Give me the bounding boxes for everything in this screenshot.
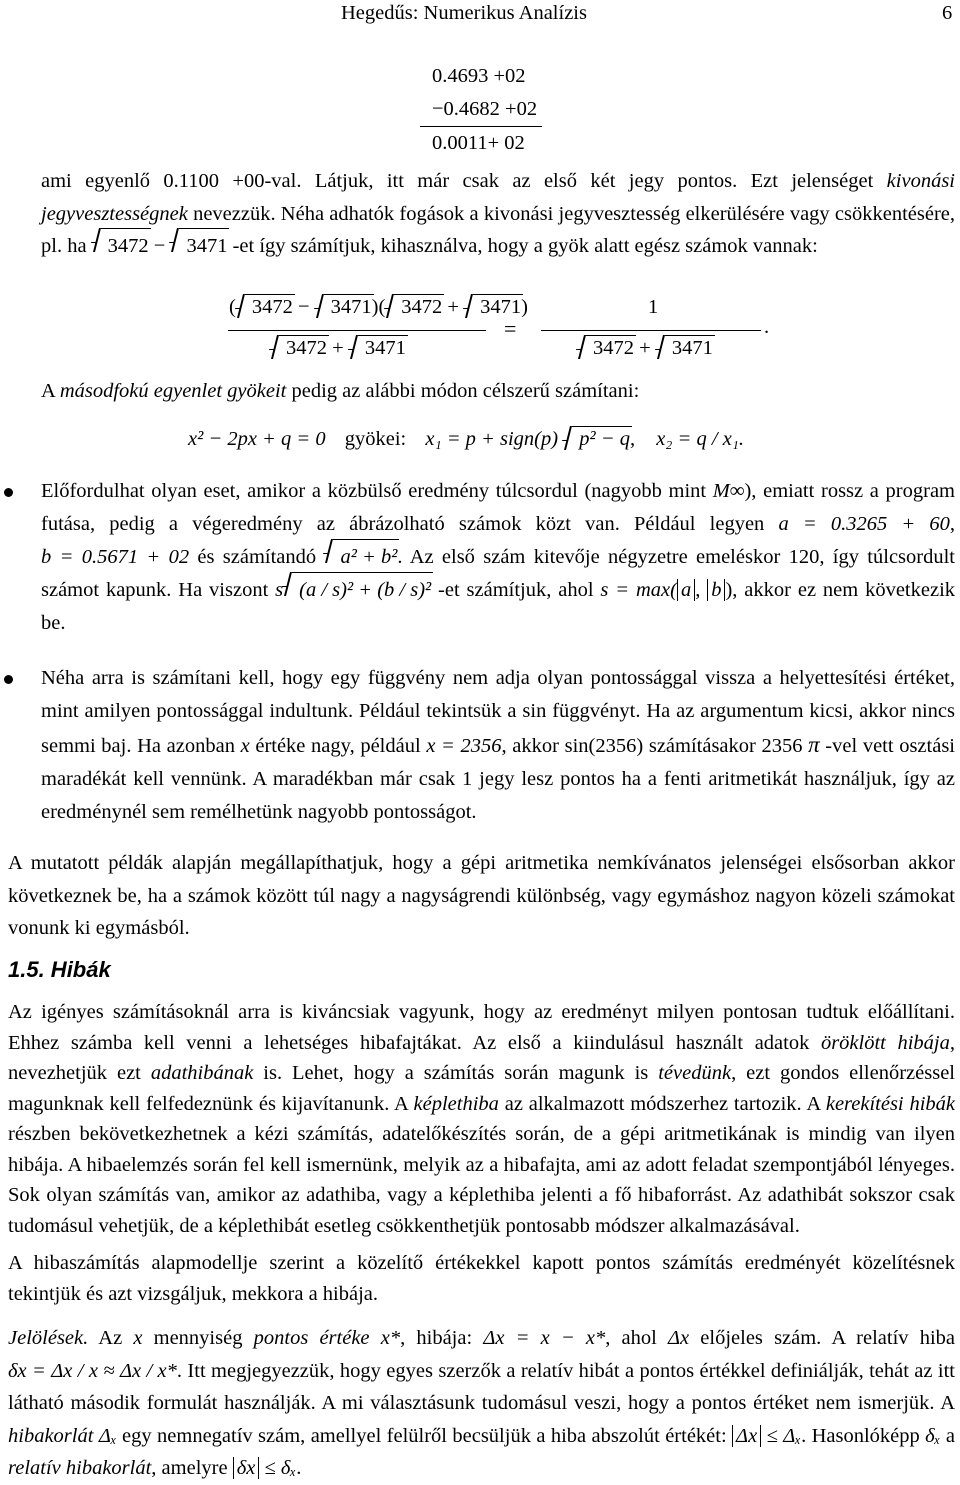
para4-em-formula-error: képlethiba [413, 1092, 499, 1115]
para4-text-c: is. Lehet, hogy a számítás során magunk is [253, 1062, 659, 1084]
page-number: 6 [942, 2, 953, 24]
abs-b: b [707, 579, 725, 601]
s-factor: s [275, 579, 284, 601]
x-star: x* [380, 1327, 401, 1349]
para4-em-inherited: öröklött hibája [820, 1031, 950, 1054]
relative-error-definition: δx = Δx / x ≈ Δx / x* [8, 1359, 177, 1382]
para2-text-b: pedig az alábbi módon célszerű számítani: [286, 380, 640, 402]
fraction-bar [228, 330, 486, 331]
period: . [296, 1457, 302, 1479]
bullet-overflow [41, 475, 955, 640]
separator: , [695, 579, 708, 601]
subtraction-line-1: 0.4693 +02 [432, 65, 526, 87]
para1-text-a: ami egyenlő 0.1100 +00-val. Látjuk, itt már csak az első két jegy pontos. Ezt jelenséget [41, 170, 887, 192]
para6-em-notation: Jelölések. [8, 1327, 89, 1349]
paragraph-cancellation [41, 165, 955, 263]
sqrt-3471: 3471 [671, 337, 713, 359]
b-definition: b = 0.5671 + 02 [41, 546, 190, 568]
minus: − [292, 296, 315, 318]
sqrt-3471: 3471 [364, 337, 406, 359]
para6-em-error-bound: hibakorlát [8, 1424, 94, 1447]
bullet2-text-d: számításakor 2356 [643, 735, 809, 757]
formula1-denominator [270, 337, 406, 360]
equals-sign: = [504, 316, 517, 341]
numerator-one: 1 [648, 296, 659, 318]
sqrt-3472: 3472 [286, 337, 327, 359]
fraction-bar-2 [541, 330, 761, 331]
sqrt-3471: 3471 [186, 235, 228, 257]
paragraph-quadratic [41, 375, 955, 408]
root-a2-b2: a² + b² [340, 546, 398, 568]
paren: ) [521, 296, 528, 318]
error-bound-symbol: Δₓ [98, 1424, 117, 1447]
para2-text-a: A [41, 380, 60, 402]
plus: + [442, 296, 465, 318]
bullet1-text-e: -et számítjuk, ahol [431, 579, 601, 601]
s-definition: s = max( [600, 579, 677, 601]
para6-text-f: . Itt megjegyezzük, hogy egyes szerzők a relatív hibát a pontos értékkel definiálják, tehát az itt látható második formulát használják. A mi választásunk tudomásul veszi, hogy a pontos értéket nem ismerjük. A [8, 1359, 955, 1414]
paragraph-conclusion: A mutatott példák alapján megállapíthatjuk, hogy a gépi aritmetika nemkívánatos jelenségei elsősorban akkor következnek be, ha a számok között túl nagy a nagyságrendi különbség, vagy egymáshoz nagyon közeli számokat vonunk ki egymásból. [8, 852, 955, 939]
a-definition: a = 0.3265 + 60 [778, 513, 950, 535]
m-infinity: M∞ [712, 480, 745, 502]
bullet2-text-a: Néha arra is számítani kell, hogy egy függvény nem adja olyan pontossággal vissza a helyettesítési értéket, mint amilyen pontossággal indultunk. Például tekintsük a sin függvényt. Ha az argumentum kicsi, akkor nincs semmi baj. Ha azonban [41, 667, 955, 757]
abs-delta-x: Δx [732, 1425, 761, 1447]
para2-emphasis: másodfokú egyenlet gyökeit [59, 380, 287, 402]
formula1-period: . [764, 316, 770, 338]
para1-emphasis: kivonási jegyvesztességnek [41, 170, 955, 225]
delta-x-definition: Δx = x − x* [483, 1327, 606, 1349]
root-discriminant: p² − q [579, 428, 630, 450]
sqrt-3472: 3472 [107, 235, 149, 257]
para4-text-d: , ezt gondos ellenőrzéssel magunknak kell felfedeznünk és kijavítanunk. A [8, 1062, 956, 1115]
para6-text-b: mennyiség [142, 1327, 254, 1349]
subtraction-line-2: −0.4682 +02 [420, 93, 542, 127]
sqrt-3471: 3471 [480, 296, 522, 318]
para4-em-data-error: adathibának [150, 1062, 254, 1084]
bullet1-text-c: és számítandó [189, 546, 325, 568]
bullet1-text-a: Előfordulhat olyan eset, amikor a közbülső eredmény túlcsordul (nagyobb mint [41, 480, 713, 502]
bullet-dot [4, 488, 13, 497]
para4-text-e: az alkalmazott módszerhez tartozik. A [498, 1092, 826, 1115]
para6-em-relative-bound: relatív hibakorlát [8, 1457, 152, 1479]
delta-x: Δx [667, 1327, 690, 1349]
var-x: x [133, 1327, 143, 1349]
para4-text-a: Az igényes számításoknál arra is kiváncsiak vagyunk, hogy az eredményt milyen pontosan tudtuk előállítani. Ehhez számba kell venni a lehetséges hibafajtákat. Az első a kiindulásul használt adatok [8, 1001, 955, 1054]
formula-quadratic-roots [188, 428, 744, 451]
minus-sign: − [148, 235, 171, 257]
paren: ( [229, 296, 236, 318]
comma: , [629, 428, 636, 450]
header-title: Hegedűs: Numerikus Analízis [341, 2, 587, 24]
para6-text-i: a [940, 1424, 955, 1447]
abs-a: a [677, 579, 695, 601]
paragraph-error-model: A hibaszámítás alapmodellje szerint a közelítő értékekkel kapott pontos számítás eredményét közelítésnek tekintjük és azt vizsgáljuk, mekkora a hibája. [8, 1252, 955, 1305]
para1-text-c: -et így számítjuk, kihasználva, hogy a gyök alatt egész számok vannak: [227, 235, 818, 257]
para6-text-e: előjeles szám. A relatív hiba [689, 1327, 956, 1349]
para6-em-exact: pontos értéke [253, 1327, 370, 1349]
pi-symbol: π [808, 732, 820, 757]
x-definition: x = 2356 [426, 735, 502, 757]
var-x: x [240, 735, 250, 757]
quadratic-equation: x² − 2px + q = 0 [188, 428, 326, 450]
para4-text-f: részben bekövetkezhetnek a kézi számítás, adatelőkészítés során, de a gépi aritmetikának is mindig van ilyen hibája. A hibaelemzés során fel kell ismernünk, melyik az a hibafajta, ami az adott feladat szempontjából lényeges. Sok olyan számítás van, amikor az adathiba, vagy a képlethiba jelenti a fő hibaforrást. Az adathibát sokszor csak tudomásul vehetjük, de a képlethibát esetleg csökkenthetjük pontosabb módszer alkalmazásával. [8, 1123, 955, 1237]
formula1-numerator [229, 296, 528, 319]
bullet-dot [4, 675, 13, 684]
subtraction-example [432, 60, 542, 160]
para6-text-g: egy nemnegatív szám, amellyel felülről becsüljük a hiba abszolút értékét: [116, 1424, 733, 1447]
para1-text-b: nevezzük. Néha adhatók fogások a kivonási jegyvesztesség elkerülésére vagy csökkentésére, pl. ha [41, 202, 955, 257]
inequality-2: ≤ δₓ [259, 1457, 297, 1479]
bullet1-text-d: . Az első szám kitevője négyzetre emeléskor 120, így túlcsordult számot kapunk. Ha viszont [41, 546, 955, 601]
close-paren: ) [725, 579, 733, 601]
bullet2-text-b: értéke nagy, például [249, 735, 427, 757]
paren: )( [371, 296, 386, 318]
para6-text-j: , amelyre [151, 1457, 233, 1479]
bullet1-text-b: ), emiatt rossz a program futása, pedig a végeredmény az ábrázolható számok közt van. Például legyen [41, 480, 955, 535]
para4-em-mistake: tévedünk [658, 1062, 732, 1084]
root-x2: x₂ = q / x₁. [656, 428, 745, 450]
para6-text-a: Az [88, 1327, 134, 1349]
sqrt-3472: 3472 [401, 296, 443, 318]
paragraph-error-types [8, 997, 955, 1241]
formula1-denominator-2 [577, 337, 713, 360]
relative-bound-symbol: δₓ [925, 1424, 941, 1447]
sqrt-3471: 3471 [330, 296, 372, 318]
scaled-root: (a / s)² + (b / s)² [299, 579, 432, 601]
para4-em-rounding: kerekítési hibák [825, 1092, 955, 1115]
paragraph-notation [8, 1322, 955, 1485]
page-header [0, 2, 960, 30]
subtraction-result: 0.0011+ 02 [432, 132, 525, 154]
para6-text-d: , ahol [605, 1327, 668, 1349]
bullet2-text-c: , akkor [501, 735, 565, 757]
plus: + [327, 337, 349, 359]
roots-label: gyökei: [344, 428, 407, 450]
section-heading: 1.5. Hibák [8, 957, 111, 982]
inequality-1: ≤ Δₓ [761, 1424, 802, 1447]
comma: , [949, 513, 955, 535]
abs-delta-rel: δx [233, 1457, 260, 1479]
para4-text-b: , nevezhetjük ezt [8, 1031, 955, 1084]
para6-text-c: , hibája: [400, 1327, 484, 1349]
bullet1-text-f: , akkor ez nem következik be. [41, 579, 956, 634]
plus: + [634, 337, 656, 359]
sin-expression: sin(2356) [564, 735, 644, 757]
sqrt-3472: 3472 [251, 296, 293, 318]
bullet-sin-precision [41, 662, 955, 829]
sqrt-3472: 3472 [593, 337, 634, 359]
para6-text-h: . Hasonlóképp [801, 1424, 926, 1447]
bullet2-text-e: -vel vett osztási maradékát kell vennünk. A maradékban már csak 1 jegy lesz pontos ha a fenti aritmetikát használjuk, így az eredménynél sem remélhetünk nagyobb pontosságot. [41, 735, 955, 823]
para1-expression [92, 235, 228, 257]
root-x1: x₁ = p + sign(p) [425, 428, 559, 450]
